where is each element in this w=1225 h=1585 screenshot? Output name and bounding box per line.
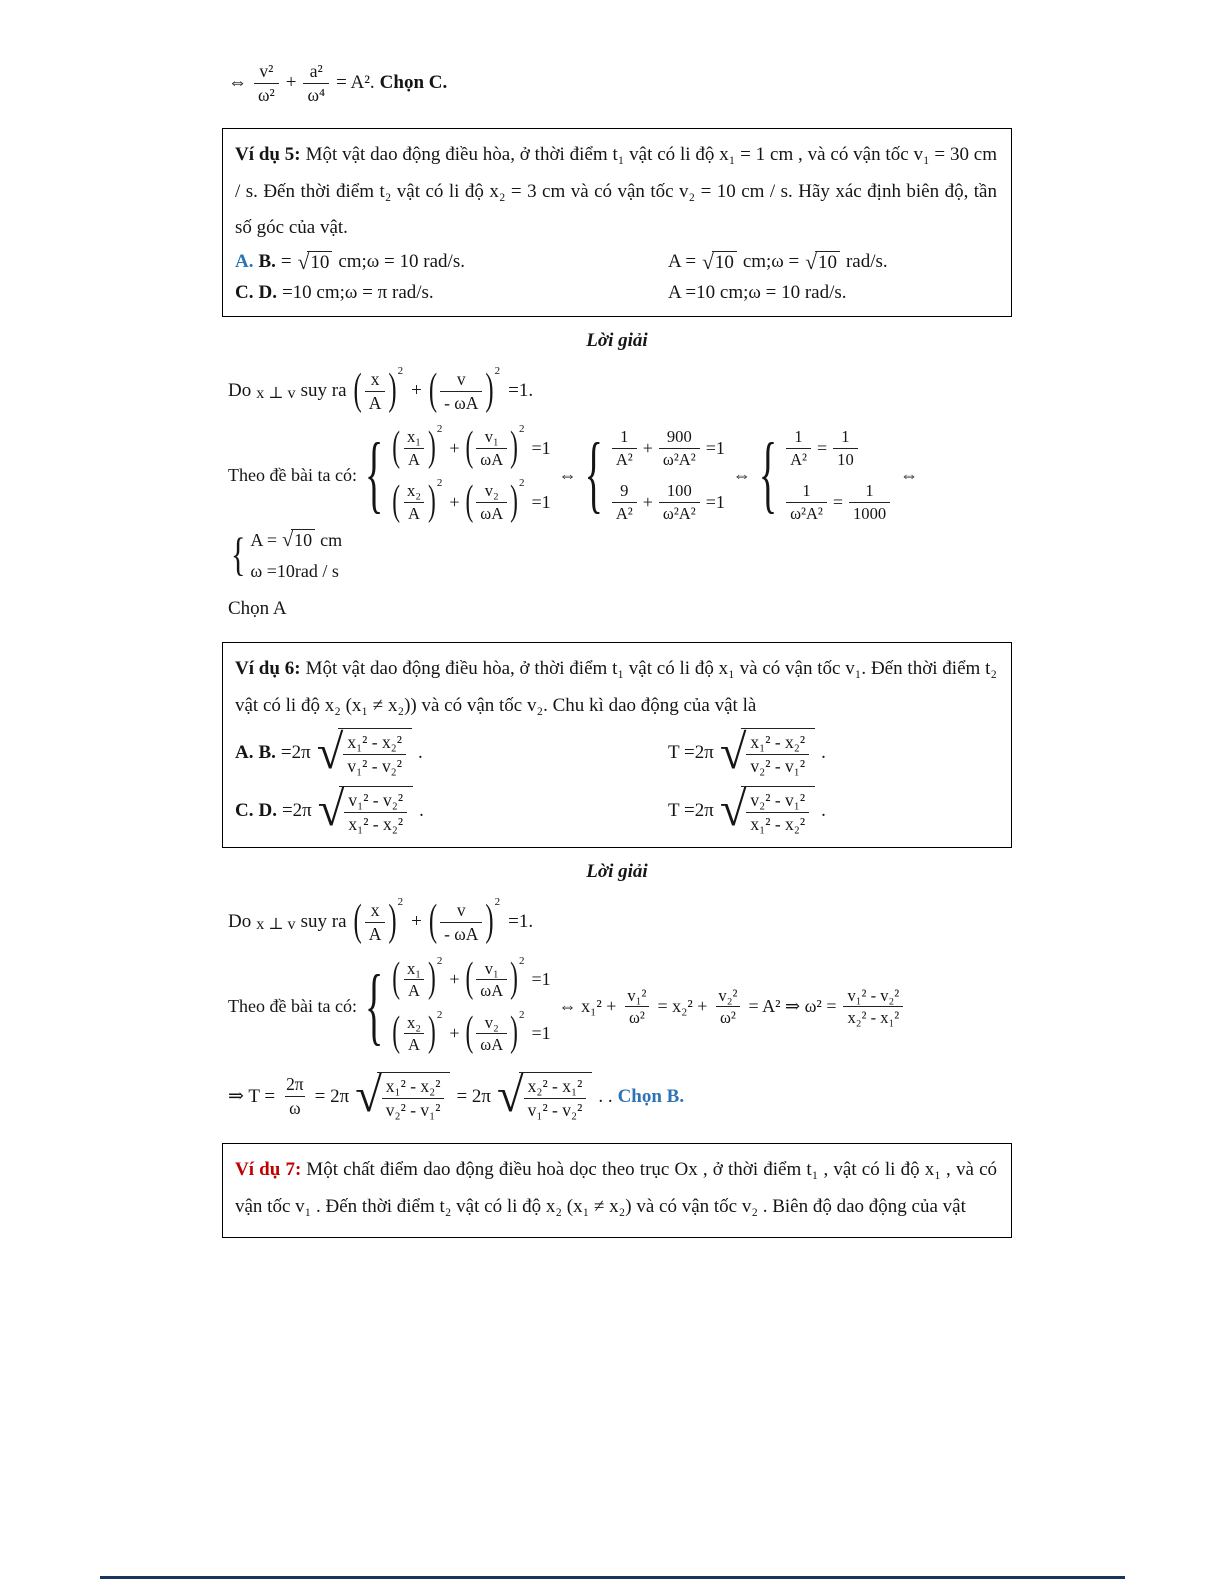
right-paren-icon (428, 1009, 436, 1058)
fraction: $\frac{\text{x₂}}{A}$ (403, 480, 425, 524)
paren-fraction (465, 1008, 527, 1056)
option-a-pre: =2π (280, 742, 311, 764)
sqrt-fraction (720, 786, 815, 835)
iff-symbol: ⇔ (228, 72, 247, 94)
left-paren-icon (429, 897, 437, 947)
sqrt-10: √ 10 (282, 529, 315, 551)
paren-fraction-v-wA (428, 896, 502, 945)
iff-symbol: ⇔ (732, 464, 751, 485)
example-7-text: Một chất điểm dao động điều hoà dọc theo trục Ox , ở thời điểm t₁ , vật có li độ x₁ , và có vận tốc v₁ . Đến thời điểm t₂ vật có li độ x₂ (x₁ ≠ x₂) và có vận tốc v₂ . Biên độ dao động của vật (235, 1159, 998, 1217)
plus-operator: + (642, 437, 653, 458)
fraction: $\frac{100}{\text{ω²A²}}$ (659, 480, 700, 524)
system-original (365, 954, 551, 1056)
right-paren-icon (485, 366, 493, 416)
exponent-2: 2 (436, 1008, 443, 1021)
example-6-text: Một vật dao động điều hòa, ở thời điểm t₁ vật có li độ x₁ và có vận tốc v₁. Đến thời điểm t₂ vật có li độ x₂ (x₁ ≠ x₂)) và có vận tốc v₂. Chu kì dao động của vật là (235, 658, 997, 716)
equals-operator: = (832, 491, 844, 512)
option-a (235, 251, 668, 274)
equals-one: =1. (508, 380, 534, 402)
fraction: $\frac{\text{v₁}}{\omega A}$ (476, 958, 507, 1002)
example-5-text: Một vật dao động điều hòa, ở thời điểm t₁ vật có li độ x₁ = 1 cm , và có vận tốc v₁ = 30 cm / s. Đến thời điểm t₂ vật có li độ x₂ = 3 cm và có vận tốc v₂ = 10 cm / s. Hãy xác định biên độ, tần số góc của vật. (235, 144, 997, 239)
exponent-2: 2 (518, 477, 525, 490)
example-5-title: Ví dụ 5: (235, 144, 301, 166)
system-numeric (585, 426, 725, 524)
solution-heading-6: Lời giải (586, 861, 648, 883)
brace-icon (365, 432, 383, 519)
fraction: $\frac{v}{- \omega A}$ (440, 368, 482, 414)
exponent-2: 2 (518, 1008, 525, 1021)
brace-icon (231, 533, 245, 580)
sqrt-10: √ 10 (805, 251, 840, 274)
cm-unit: cm (320, 529, 343, 550)
suy-ra-word: suy ra (300, 380, 347, 402)
right-paren-icon (428, 478, 436, 527)
option-label-a: A. (235, 251, 254, 273)
paren-fraction-x-A (353, 364, 406, 414)
sqrt-10: √ 10 (298, 251, 333, 274)
sqrt-fraction (720, 728, 815, 777)
option-c (235, 786, 668, 835)
chosen-answer-5: Chọn A (228, 598, 287, 620)
answer-choice-c: Chọn C. (379, 72, 448, 94)
sqrt-fraction (318, 786, 413, 835)
exponent-2: 2 (397, 364, 404, 377)
left-paren-icon (354, 366, 362, 416)
exponent-2: 2 (436, 477, 443, 490)
option-d-pre: T =2π (668, 799, 714, 821)
option-label-a: A. (235, 742, 254, 764)
equals-x2: = x₂² + (657, 996, 708, 1017)
x-perp-v: x ⊥ v (256, 916, 296, 934)
left-paren-icon (466, 955, 474, 1004)
left-paren-icon (392, 478, 400, 527)
example-5-box (222, 128, 1012, 316)
do-word: Do (228, 380, 252, 402)
paren-fraction-x-A (353, 896, 406, 945)
option-a-post: cm;ω = 10 rad/s. (338, 251, 465, 273)
paren-fraction (465, 954, 527, 1002)
fraction: $\frac{1}{\text{A²}}$ (612, 426, 637, 470)
do-word: Do (228, 911, 252, 933)
option-d (668, 282, 997, 304)
exponent-2: 2 (494, 896, 501, 909)
equals-one: =1 (705, 491, 725, 512)
option-label-d: D. (258, 799, 277, 821)
left-paren-icon (392, 424, 400, 473)
example-7-title: Ví dụ 7: (235, 1159, 302, 1181)
equation-2 (784, 480, 892, 524)
left-paren-icon (392, 1009, 400, 1058)
intro-text: Theo đề bài ta có: (228, 996, 357, 1017)
example-6-box (222, 642, 1012, 848)
equals-one: =1 (705, 437, 725, 458)
paren-fraction (465, 477, 527, 524)
fraction-v2-omega2: $\frac{\text{v²}}{\text{ω²}}$ (254, 60, 279, 106)
paren-fraction-v-wA (428, 364, 502, 414)
fraction: $\frac{\text{x₁}}{A}$ (403, 958, 425, 1002)
equation-1 (610, 426, 725, 470)
equation-2 (390, 477, 551, 524)
right-paren-icon (388, 897, 396, 947)
right-paren-icon (510, 1009, 518, 1058)
right-paren-icon (485, 897, 493, 947)
paren-fraction (391, 1008, 444, 1056)
exponent-2: 2 (436, 423, 443, 436)
option-c-pre: =2π (281, 799, 312, 821)
fraction-omega-squared: $\frac{\text{v₁² - v₂²}}{\text{x₂² - x₁²}}$ (843, 985, 903, 1029)
fraction: $\frac{1}{10}$ (833, 426, 858, 470)
option-b-post: rad/s. (845, 251, 888, 273)
equation-1 (390, 423, 551, 470)
fraction: $\frac{\text{x₁² - x₂²}}{\text{v₂² - v₁²}}$ (382, 1075, 445, 1121)
solution-6-perp-line (222, 896, 1012, 945)
exponent-2: 2 (518, 954, 525, 967)
option-b-mid: cm;ω = (742, 251, 800, 273)
fraction-v2-omega: $\frac{\text{v₂²}}{\text{ω²}}$ (714, 985, 741, 1029)
system-original (365, 423, 551, 524)
fraction: $\frac{\text{v₂}}{\omega A}$ (476, 1012, 507, 1056)
fraction: $\frac{x}{A}$ (365, 368, 386, 414)
iff-symbol: ⇔ (900, 464, 919, 485)
plus-operator: + (449, 1023, 460, 1044)
period-dot: . (418, 742, 423, 764)
option-a-pre: = (280, 251, 292, 273)
option-c-text: =10 cm;ω = π rad/s. (281, 281, 434, 303)
fraction: $\frac{\text{x₁² - x₂²}}{\text{v₁² - v₂²}}$ (343, 731, 406, 777)
intro-text: Theo đề bài ta có: (228, 464, 357, 485)
solution-5-system-line (222, 423, 1012, 582)
period-dot: . (821, 742, 826, 764)
right-paren-icon (428, 424, 436, 473)
brace-icon (365, 963, 383, 1050)
fraction: $\frac{\text{x₂}}{A}$ (403, 1012, 425, 1056)
fraction: $\frac{x}{A}$ (365, 899, 386, 945)
example-6-title: Ví dụ 6: (235, 658, 301, 680)
solution-heading-5: Lời giải (586, 329, 648, 351)
fraction: $\frac{1}{\text{ω²A²}}$ (786, 480, 827, 524)
fraction-2pi-omega: $\frac{2\pi}{\omega}$ (286, 1074, 304, 1118)
paren-fraction (391, 423, 444, 470)
example-5-options (235, 251, 997, 304)
right-paren-icon (510, 478, 518, 527)
option-b (668, 728, 997, 777)
iff-symbol: ⇔ (558, 464, 577, 485)
fraction: $\frac{\text{v₂² - v₁²}}{\text{x₁² - x₂²}}$ (746, 789, 809, 835)
plus-operator: + (411, 911, 422, 933)
equals-one: =1 (531, 1023, 551, 1044)
result-omega (250, 561, 339, 582)
brace-icon (585, 432, 603, 519)
left-paren-icon (466, 424, 474, 473)
option-c (235, 282, 668, 304)
period-dots: . . (598, 1085, 613, 1107)
left-paren-icon (466, 1009, 474, 1058)
omega-equals: ω =10rad / s (250, 561, 339, 582)
paren-fraction (391, 477, 444, 524)
equals-one: =1 (531, 437, 551, 458)
right-paren-icon (510, 955, 518, 1004)
equals-2pi: = 2π (314, 1085, 350, 1107)
answer-choice-b: Chọn B. (617, 1085, 685, 1107)
option-label-b: B. (258, 742, 276, 764)
option-b (668, 251, 997, 274)
option-label-b: B. (258, 251, 276, 273)
system-reduced (759, 426, 892, 524)
fraction-a2-omega4: $\frac{\text{a²}}{\text{ω⁴}}$ (303, 60, 329, 106)
equation-2 (390, 1008, 551, 1056)
plus-operator: + (285, 72, 297, 94)
fraction: $\frac{1}{\text{A²}}$ (786, 426, 811, 470)
period-dot: . (821, 799, 826, 821)
option-d (668, 786, 997, 835)
option-a (235, 728, 668, 777)
solution-6-period-line (222, 1072, 1012, 1121)
fraction: $\frac{\text{v₁}}{\omega A}$ (476, 426, 507, 470)
equation-1 (784, 426, 860, 470)
x-perp-v: x ⊥ v (256, 385, 296, 403)
A-equals: A = (250, 529, 278, 550)
option-b-pre: A = (668, 251, 697, 273)
option-d-text: A =10 cm;ω = 10 rad/s. (668, 281, 847, 303)
sqrt-fraction (497, 1072, 592, 1121)
example-6-statement (235, 651, 997, 724)
implies-T: ⇒ T = (228, 1086, 276, 1107)
result-amplitude (250, 529, 342, 551)
option-label-c: C. (235, 281, 254, 303)
solution-5-perp-line (222, 364, 1012, 414)
iff-and-x1: ⇔ x₁² + (558, 996, 617, 1017)
paren-fraction (391, 954, 444, 1002)
suy-ra-word: suy ra (300, 911, 347, 933)
plus-operator: + (449, 969, 460, 990)
fraction: $\frac{1}{1000}$ (849, 480, 890, 524)
sqrt-fraction (355, 1072, 450, 1121)
period-dot: . (419, 799, 424, 821)
equals-one: =1. (508, 911, 534, 933)
equals-2pi: = 2π (456, 1085, 492, 1107)
option-b-pre: T =2π (668, 742, 714, 764)
exponent-2: 2 (494, 364, 501, 377)
right-paren-icon (428, 955, 436, 1004)
fraction: $\frac{\text{v₁² - v₂²}}{\text{x₁² - x₂²}}$ (344, 789, 407, 835)
top-conclusion-formula (222, 60, 1012, 106)
page-bottom-border (100, 1576, 1125, 1579)
equals-A2-implies: = A² ⇒ ω² = (748, 996, 837, 1017)
example-5-statement (235, 137, 997, 246)
system-result (231, 529, 342, 582)
fraction: $\frac{\text{v₂}}{\omega A}$ (476, 480, 507, 524)
equals-one: =1 (531, 969, 551, 990)
left-paren-icon (466, 478, 474, 527)
equals-A2: = A². (336, 72, 375, 94)
plus-operator: + (642, 491, 653, 512)
sqrt-10: √ 10 (702, 251, 737, 274)
exponent-2: 2 (518, 423, 525, 436)
option-label-c: C. (235, 799, 254, 821)
fraction: $\frac{\text{x₁}}{A}$ (403, 426, 425, 470)
option-label-d: D. (258, 281, 277, 303)
plus-operator: + (449, 437, 460, 458)
left-paren-icon (392, 955, 400, 1004)
fraction: $\frac{\text{x₂² - x₁²}}{\text{v₁² - v₂²}}$ (524, 1075, 587, 1121)
plus-operator: + (449, 491, 460, 512)
brace-icon (759, 432, 777, 519)
exponent-2: 2 (397, 896, 404, 909)
fraction: $\frac{9}{\text{A²}}$ (612, 480, 637, 524)
fraction: $\frac{900}{\text{ω²A²}}$ (659, 426, 700, 470)
example-6-options (235, 728, 997, 835)
exponent-2: 2 (436, 954, 443, 967)
fraction: $\frac{\text{x₁² - x₂²}}{\text{v₂² - v₁²}}$ (746, 731, 809, 777)
example-7-statement (235, 1152, 997, 1225)
fraction: $\frac{v}{- \omega A}$ (440, 899, 482, 945)
solution-6-system-line (222, 954, 1012, 1056)
sqrt-fraction (317, 728, 412, 777)
equation-2 (610, 480, 725, 524)
equals-operator: = (817, 437, 828, 458)
right-paren-icon (510, 424, 518, 473)
example-7-box (222, 1143, 1012, 1238)
equation-1 (390, 954, 551, 1002)
equals-one: =1 (531, 491, 551, 512)
plus-operator: + (411, 380, 422, 402)
left-paren-icon (429, 366, 437, 416)
right-paren-icon (388, 366, 396, 416)
page-content (222, 56, 1012, 1238)
paren-fraction (465, 423, 527, 470)
fraction-v1-omega: $\frac{\text{v₁²}}{\text{ω²}}$ (623, 985, 650, 1029)
left-paren-icon (354, 897, 362, 947)
